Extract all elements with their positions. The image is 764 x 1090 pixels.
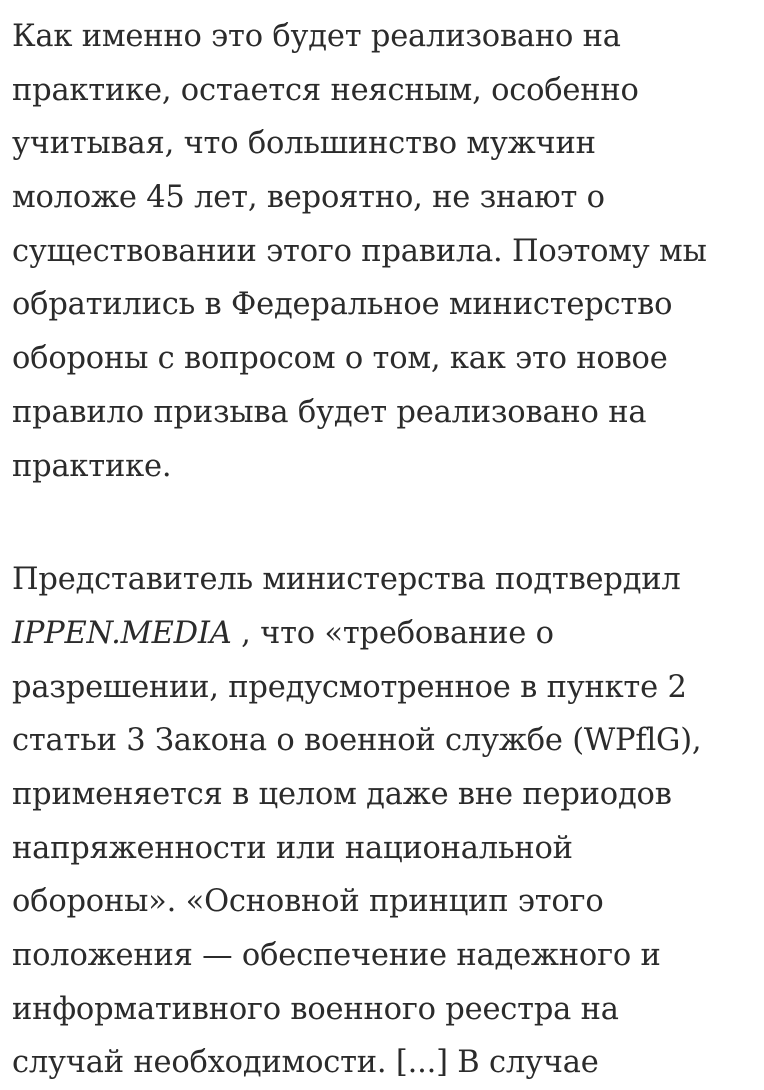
paragraph-2 bbox=[12, 553, 757, 1090]
text-line: практике, остается неясным, особенно bbox=[12, 72, 639, 108]
text-line: статьи 3 Закона о военной службе (WPflG), bbox=[12, 723, 702, 759]
text-line: обороны». «Основной принцип этого bbox=[12, 884, 604, 920]
text-line: учитывая, что большинство мужчин bbox=[12, 126, 596, 162]
text-line: разрешении, предусмотренное в пункте 2 bbox=[12, 669, 687, 705]
text-line: обороны с вопросом о том, как это новое bbox=[12, 341, 668, 377]
text-fragment: , что «требование о bbox=[231, 615, 554, 651]
text-line bbox=[12, 607, 757, 661]
text-line: Представитель министерства подтвердил bbox=[12, 562, 681, 598]
text-line: обратились в Федеральное министерство bbox=[12, 287, 673, 323]
text-line: моложе 45 лет, вероятно, не знают о bbox=[12, 180, 605, 216]
text-line: информативного военного реестра на bbox=[12, 991, 619, 1027]
text-line: практике. bbox=[12, 448, 172, 484]
text-line: Как именно это будет реализовано на bbox=[12, 19, 621, 54]
text-line: положения — обеспечение надежного и bbox=[12, 938, 661, 973]
text-line: существовании этого правила. Поэтому мы bbox=[12, 233, 707, 269]
text-line: напряженности или национальной bbox=[12, 830, 573, 866]
text-line: правило призыва будет реализовано на bbox=[12, 394, 647, 430]
source-name: IPPEN.MEDIA bbox=[12, 615, 232, 651]
text-line: случай необходимости. [...] В случае bbox=[12, 1045, 599, 1081]
article-body bbox=[12, 10, 757, 1090]
paragraph-1 bbox=[12, 10, 757, 493]
paragraph-gap bbox=[12, 493, 757, 553]
text-line: применяется в целом даже вне периодов bbox=[12, 776, 672, 812]
